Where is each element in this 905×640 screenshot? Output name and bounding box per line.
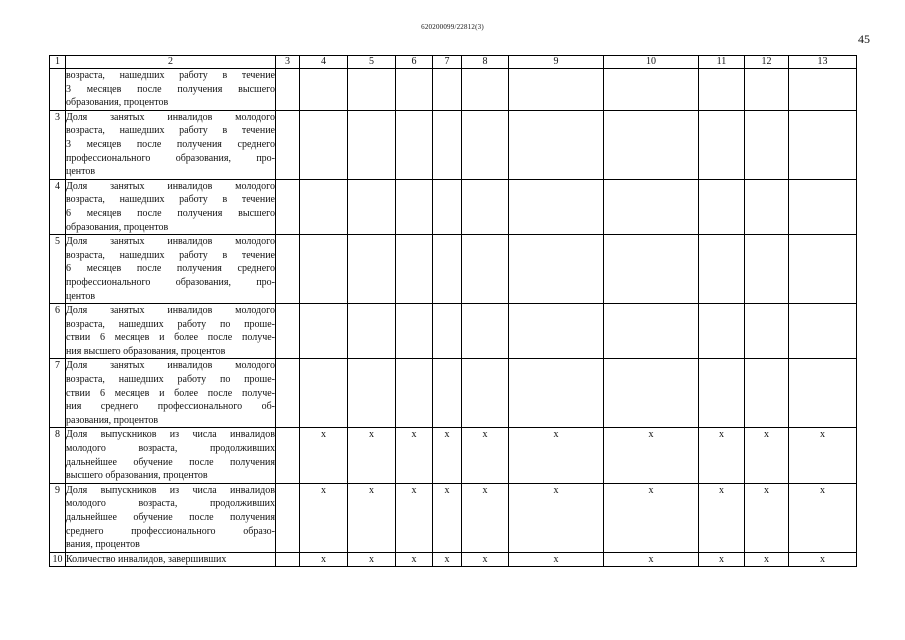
value-cell [276,179,300,234]
value-cell: x [462,428,509,483]
value-cell [396,235,433,304]
value-cell [348,69,396,111]
document-code: 620200099/22812(3) [421,23,484,31]
value-cell [276,304,300,359]
description-line: молодого возраста, продолживших [66,498,275,510]
indicator-description [66,179,276,234]
value-cell [789,179,857,234]
value-cell [300,304,348,359]
header-cell: 5 [348,56,396,69]
value-cell: x [396,552,433,567]
header-row [50,56,857,69]
value-cell [699,304,745,359]
value-cell [348,304,396,359]
value-cell [509,110,604,179]
value-cell [699,69,745,111]
value-cell [300,110,348,179]
value-cell [433,359,462,428]
header-cell: 12 [745,56,789,69]
description-line: Количество инвалидов, завершивших [66,553,227,565]
description-line: центов [66,166,96,178]
value-cell [433,235,462,304]
value-cell: x [699,483,745,552]
value-cell [604,359,699,428]
value-cell: x [604,428,699,483]
value-cell [396,110,433,179]
header-cell: 8 [462,56,509,69]
value-cell [300,179,348,234]
value-cell [509,179,604,234]
indicator-description [66,552,276,567]
value-cell [300,359,348,428]
value-cell: x [699,428,745,483]
indicator-description [66,428,276,483]
value-cell: x [509,428,604,483]
value-cell [789,359,857,428]
table-row [50,428,857,483]
value-cell [699,235,745,304]
value-cell [745,110,789,179]
value-cell [396,359,433,428]
value-cell: x [348,552,396,567]
value-cell [789,69,857,111]
description-line: Доля занятых инвалидов молодого [66,305,275,317]
value-cell [276,235,300,304]
value-cell: x [396,483,433,552]
description-line: разования, процентов [66,414,159,426]
value-cell [745,235,789,304]
row-number: 8 [50,428,66,483]
description-line: вания, процентов [66,539,140,551]
description-line: молодого возраста, продолживших [66,443,275,455]
value-cell: x [300,552,348,567]
description-line: ния среднего профессионального об- [66,401,275,413]
description-line: возраста, нашедших работу по проше- [66,318,275,330]
value-cell [462,359,509,428]
indicator-description [66,359,276,428]
row-number: 3 [50,110,66,179]
value-cell [462,110,509,179]
indicator-description [66,110,276,179]
value-cell: x [604,483,699,552]
value-cell [604,304,699,359]
header-cell: 6 [396,56,433,69]
value-cell [604,179,699,234]
header-cell: 11 [699,56,745,69]
value-cell [699,359,745,428]
row-number: 5 [50,235,66,304]
value-cell [276,359,300,428]
description-line: 6 месяцев после получения среднего [66,263,275,275]
description-line: ствии 6 месяцев и более после получе- [66,387,275,399]
value-cell: x [745,483,789,552]
page-number: 45 [858,32,870,46]
value-cell: x [604,552,699,567]
value-cell [604,235,699,304]
value-cell [509,359,604,428]
value-cell [300,235,348,304]
value-cell: x [789,552,857,567]
header-cell: 7 [433,56,462,69]
description-line: профессионального образования, про- [66,152,275,164]
value-cell [300,69,348,111]
indicator-table [49,55,857,567]
value-cell: x [509,552,604,567]
table-row [50,304,857,359]
description-line: Доля занятых инвалидов молодого [66,111,275,123]
value-cell [433,110,462,179]
value-cell [604,69,699,111]
description-line: ния высшего образования, процентов [66,345,226,357]
row-number: 9 [50,483,66,552]
description-line: 3 месяцев после получения среднего [66,138,275,150]
value-cell [604,110,699,179]
description-line: 3 месяцев после получения высшего [66,83,275,95]
header-cell: 1 [50,56,66,69]
header-cell: 10 [604,56,699,69]
description-line: возраста, нашедших работу в течение [66,194,275,206]
value-cell [462,304,509,359]
description-line: образования, процентов [66,221,169,233]
description-line: высшего образования, процентов [66,470,208,482]
value-cell [348,235,396,304]
row-number [50,69,66,111]
value-cell: x [433,483,462,552]
value-cell [276,428,300,483]
description-line: Доля выпускников из числа инвалидов [66,484,275,496]
value-cell: x [433,428,462,483]
value-cell: x [789,428,857,483]
value-cell [462,235,509,304]
description-line: Доля занятых инвалидов молодого [66,236,275,248]
header-cell: 4 [300,56,348,69]
description-line: 6 месяцев после получения высшего [66,207,275,219]
description-line: дальнейшее обучение после получения [66,512,275,523]
value-cell [276,552,300,567]
row-number: 7 [50,359,66,428]
table-row [50,235,857,304]
row-number: 10 [50,552,66,567]
description-line: возраста, нашедших работу в течение [66,125,275,137]
description-line: возраста, нашедших работу по проше- [66,374,275,386]
value-cell [745,179,789,234]
table-row [50,179,857,234]
description-line: Доля занятых инвалидов молодого [66,360,275,372]
value-cell [789,235,857,304]
value-cell: x [462,552,509,567]
value-cell [396,179,433,234]
value-cell: x [745,428,789,483]
indicator-description [66,235,276,304]
value-cell [745,359,789,428]
value-cell [509,235,604,304]
table-row [50,359,857,428]
value-cell [462,179,509,234]
description-line: дальнейшее обучение после получения [66,456,275,468]
value-cell [745,304,789,359]
value-cell: x [462,483,509,552]
value-cell [509,304,604,359]
description-line: возраста, нашедших работу в течение [66,70,275,81]
value-cell [433,69,462,111]
table-row [50,483,857,552]
value-cell [789,304,857,359]
header-cell: 9 [509,56,604,69]
value-cell [396,69,433,111]
value-cell: x [699,552,745,567]
description-line: возраста, нашедших работу в течение [66,249,275,261]
value-cell [348,179,396,234]
header-cell: 3 [276,56,300,69]
indicator-description [66,69,276,111]
value-cell [789,110,857,179]
value-cell: x [745,552,789,567]
description-line: ствии 6 месяцев и более после получе- [66,332,275,344]
value-cell [348,359,396,428]
value-cell [745,69,789,111]
value-cell [699,110,745,179]
value-cell [433,304,462,359]
value-cell: x [300,428,348,483]
table-row [50,552,857,567]
header-cell: 2 [66,56,276,69]
value-cell: x [348,428,396,483]
value-cell [348,110,396,179]
value-cell: x [433,552,462,567]
description-line: центов [66,290,96,302]
value-cell: x [509,483,604,552]
value-cell [433,179,462,234]
value-cell [276,110,300,179]
value-cell [462,69,509,111]
value-cell: x [348,483,396,552]
value-cell: x [300,483,348,552]
value-cell: x [789,483,857,552]
description-line: Доля выпускников из числа инвалидов [66,429,275,441]
value-cell [699,179,745,234]
table-row [50,69,857,111]
description-line: профессионального образования, про- [66,276,275,288]
row-number: 6 [50,304,66,359]
header-cell: 13 [789,56,857,69]
value-cell [509,69,604,111]
description-line: образования, процентов [66,97,169,109]
value-cell [276,69,300,111]
row-number: 4 [50,179,66,234]
value-cell [276,483,300,552]
indicator-description [66,304,276,359]
description-line: Доля занятых инвалидов молодого [66,180,275,192]
value-cell [396,304,433,359]
indicator-description [66,483,276,552]
value-cell: x [396,428,433,483]
table-row [50,110,857,179]
description-line: среднего профессионального образо- [66,525,275,537]
